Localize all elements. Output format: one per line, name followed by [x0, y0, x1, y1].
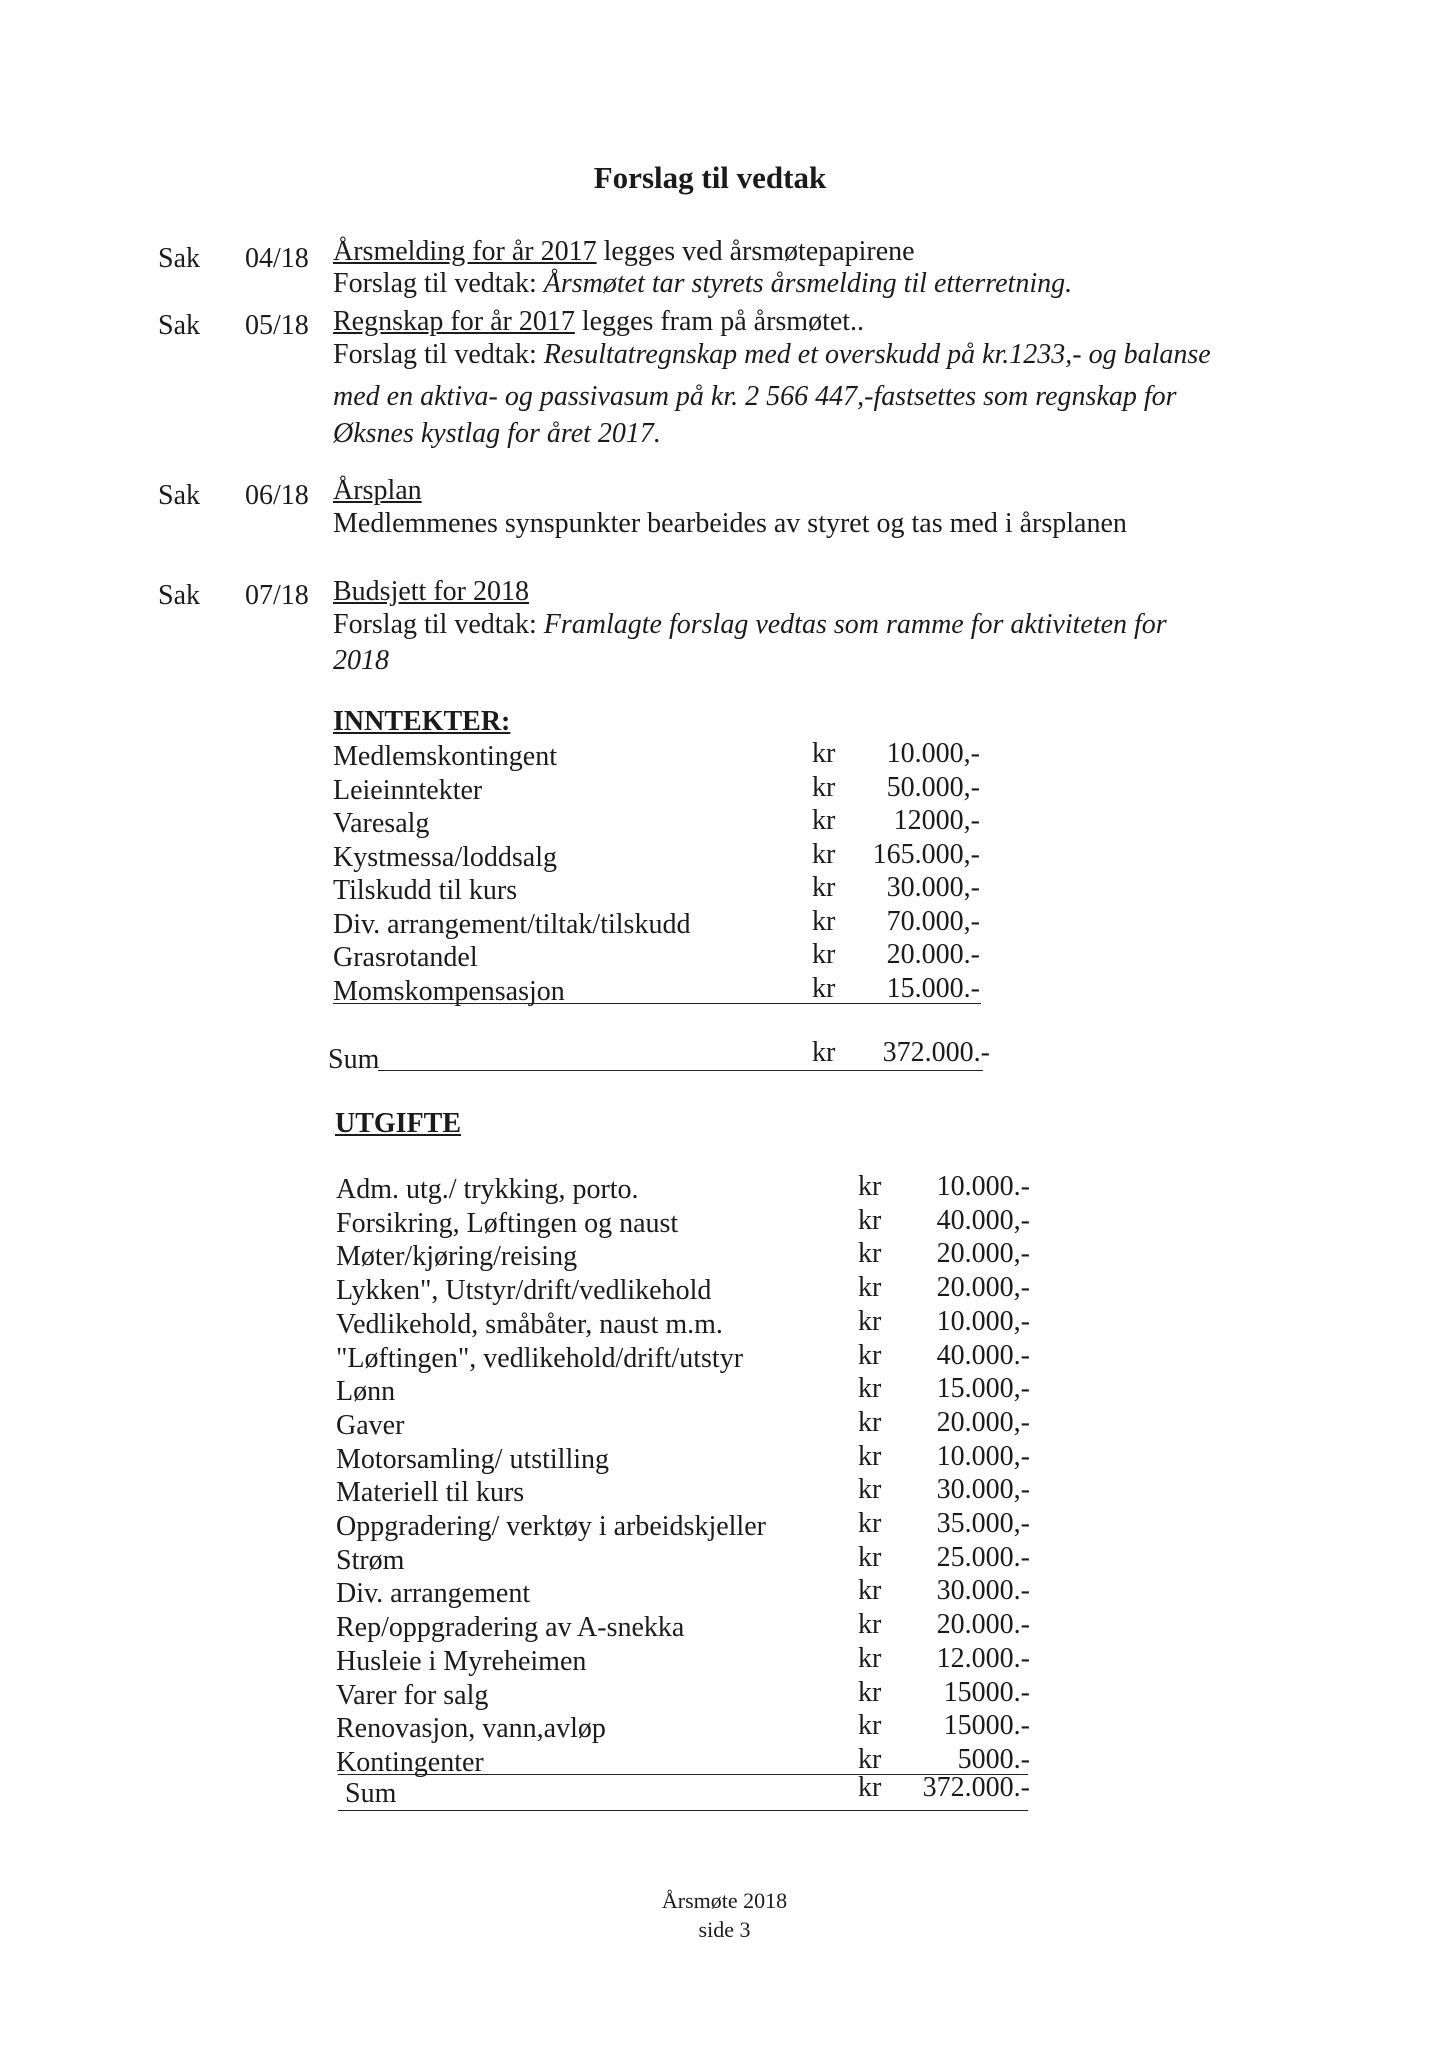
expense-row-currency: kr [858, 1541, 882, 1573]
expense-row-amount: 30.000,- [936, 1474, 1030, 1506]
case-label: Sak [158, 310, 200, 341]
proposal-prefix: Forslag til vedtak: [333, 268, 544, 299]
income-row-currency: kr [812, 738, 836, 769]
income-row-amount: 30.000,- [886, 872, 980, 903]
income-row-label: Kystmessa/loddsalg [333, 841, 557, 873]
case-heading-rest: legges ved årsmøtepapirene [596, 236, 915, 267]
expense-row-label: Lønn [336, 1376, 396, 1408]
expense-row-amount: 20.000,- [936, 1406, 1030, 1438]
income-row-amount: 70.000,- [886, 905, 980, 937]
expense-row-label: Varer for salg [336, 1679, 489, 1711]
expense-row-currency: kr [858, 1305, 882, 1337]
income-row-label: Leieinntekter [333, 774, 483, 806]
income-sum-label: Sum [328, 1044, 380, 1075]
case-heading-line [333, 236, 915, 268]
expense-sum-amount: 372.000.- [922, 1772, 1030, 1803]
expense-row-currency: kr [858, 1743, 882, 1775]
case-number: 07/18 [245, 580, 309, 611]
expense-row-amount: 15000.- [943, 1676, 1030, 1708]
expense-row-amount: 10.000,- [936, 1440, 1030, 1472]
proposal-text: med en aktiva- og passivasum på kr. 2 566 447,-fastsettes som regnskap for [333, 381, 1177, 412]
income-row-amount: 20.000.- [886, 939, 980, 970]
case-heading: Budsjett for 2018 [333, 576, 529, 607]
expense-row-currency: kr [858, 1474, 882, 1506]
case-heading: Regnskap for år 2017 [333, 306, 575, 337]
expense-row-label: Husleie i Myreheimen [336, 1645, 587, 1677]
expense-row-currency: kr [858, 1171, 882, 1202]
income-row-label: Div. arrangement/tiltak/tilskudd [333, 908, 691, 940]
expense-row-label: Renovasjon, vann,avløp [336, 1713, 606, 1745]
income-row-currency: kr [812, 771, 836, 803]
expense-row-amount: 20.000.- [936, 1609, 1030, 1641]
expense-row-amount: 25.000.- [936, 1541, 1030, 1573]
expense-row-label: Møter/kjøring/reising [336, 1241, 578, 1273]
income-row-currency: kr [812, 939, 836, 970]
expense-sum-label: Sum [345, 1778, 397, 1809]
proposal-prefix: Forslag til vedtak: [333, 609, 544, 640]
case-label: Sak [158, 580, 200, 611]
expense-row-currency: kr [858, 1238, 882, 1270]
expense-row-label: Motorsamling/ utstilling [336, 1443, 610, 1475]
income-sum-rule [378, 1070, 983, 1071]
income-row-label: Grasrotandel [333, 942, 478, 973]
expense-row-amount: 12.000.- [936, 1642, 1030, 1674]
proposal-text: Resultatregnskap med et overskudd på kr.1233,- og balanse [543, 339, 1211, 370]
expense-row-currency: kr [858, 1373, 882, 1405]
proposal-text: Øksnes kystlag for året 2017. [333, 418, 661, 449]
expense-row-currency: kr [858, 1710, 882, 1742]
expense-row-label: Rep/oppgradering av A-snekka [336, 1612, 685, 1644]
case-heading-rest: legges fram på årsmøtet.. [574, 306, 865, 337]
expense-row-label: Vedlikehold, småbåter, naust m.m. [336, 1308, 723, 1340]
income-row-label: Medlemskontingent [333, 741, 557, 772]
income-row-currency: kr [812, 972, 836, 1004]
case-number: 06/18 [245, 480, 309, 511]
expense-row-label: Strøm [336, 1544, 405, 1576]
expense-sum-rule [338, 1810, 1028, 1811]
case-label: Sak [158, 243, 200, 274]
proposal-text: Årsmøtet tar styrets årsmelding til etterretning. [543, 268, 1073, 299]
expense-row-currency: kr [858, 1676, 882, 1708]
expense-row-amount: 15.000,- [936, 1373, 1030, 1405]
expense-row-label: Adm. utg./ trykking, porto. [336, 1174, 639, 1205]
expense-row-amount: 10.000,- [936, 1305, 1030, 1337]
income-sum-amount: 372.000.- [882, 1037, 990, 1068]
expense-row-amount: 40.000.- [936, 1339, 1030, 1371]
expense-row-amount: 15000.- [943, 1710, 1030, 1742]
expense-row-currency: kr [858, 1609, 882, 1641]
expense-row-currency: kr [858, 1440, 882, 1472]
income-row-amount: 50.000,- [886, 771, 980, 803]
expense-row-label: Oppgradering/ verktøy i arbeidskjeller [336, 1511, 766, 1542]
income-row-amount: 12000,- [893, 805, 980, 836]
proposal-line [333, 609, 1167, 641]
expense-row-label: Lykken", Utstyr/drift/vedlikehold [336, 1275, 712, 1307]
case-heading: Årsmelding for år 2017 [333, 236, 597, 267]
expense-row-label: Materiell til kurs [336, 1477, 525, 1509]
expense-row-label: Forsikring, Løftingen og naust [336, 1207, 679, 1239]
expense-row-currency: kr [858, 1339, 882, 1371]
income-row-currency: kr [812, 838, 836, 870]
expense-row-currency: kr [858, 1272, 882, 1304]
expense-row-label: Kontingenter [336, 1746, 484, 1778]
expense-row-currency: kr [858, 1406, 882, 1438]
expense-row-currency: kr [858, 1204, 882, 1236]
expenses-header: UTGIFTE [335, 1108, 462, 1139]
income-header: INNTEKTER: [333, 706, 511, 737]
proposal-text: 2018 [333, 645, 389, 676]
expense-row-amount: 20.000,- [936, 1272, 1030, 1304]
income-row-label: Tilskudd til kurs [333, 875, 518, 906]
income-row-amount: 15.000.- [886, 972, 980, 1004]
footer-meeting: Årsmøte 2018 [661, 1888, 788, 1913]
expense-row-amount: 5000.- [957, 1743, 1030, 1775]
expense-row-currency: kr [858, 1508, 882, 1539]
expense-row-label: "Løftingen", vedlikehold/drift/utstyr [336, 1342, 744, 1374]
income-row-label: Momskompensasjon [333, 975, 565, 1007]
income-row-currency: kr [812, 872, 836, 903]
expense-row-currency: kr [858, 1642, 882, 1674]
income-row-amount: 10.000,- [886, 738, 980, 769]
expense-row-amount: 35.000,- [936, 1508, 1030, 1539]
case-number: 04/18 [245, 243, 309, 274]
income-divider [333, 1003, 981, 1004]
case-heading: Årsplan [333, 475, 422, 506]
income-row-label: Varesalg [333, 808, 430, 839]
expense-row-label: Div. arrangement [336, 1578, 531, 1610]
expense-row-amount: 20.000,- [936, 1238, 1030, 1270]
proposal-prefix: Forslag til vedtak: [333, 339, 544, 370]
expense-row-currency: kr [858, 1575, 882, 1607]
case-text: Medlemmenes synspunkter bearbeides av styret og tas med i årsplanen [333, 508, 1127, 539]
expense-row-label: Gaver [336, 1409, 405, 1441]
expense-row-amount: 40.000,- [936, 1204, 1030, 1236]
expense-sum-currency: kr [858, 1772, 882, 1803]
income-row-amount: 165.000,- [872, 838, 980, 870]
expense-row-amount: 30.000.- [936, 1575, 1030, 1607]
page-title: Forslag til vedtak [593, 160, 827, 195]
income-row-currency: kr [812, 905, 836, 937]
income-row-currency: kr [812, 805, 836, 836]
expense-row-amount: 10.000.- [936, 1171, 1030, 1202]
income-sum-currency: kr [812, 1037, 836, 1068]
proposal-text: Framlagte forslag vedtas som ramme for aktiviteten for [543, 609, 1167, 640]
proposal-line [333, 339, 1211, 371]
footer-page-number: side 3 [698, 1917, 751, 1942]
case-heading-line [333, 306, 864, 338]
case-label: Sak [158, 480, 200, 511]
proposal-line [333, 268, 1072, 300]
case-number: 05/18 [245, 310, 309, 341]
